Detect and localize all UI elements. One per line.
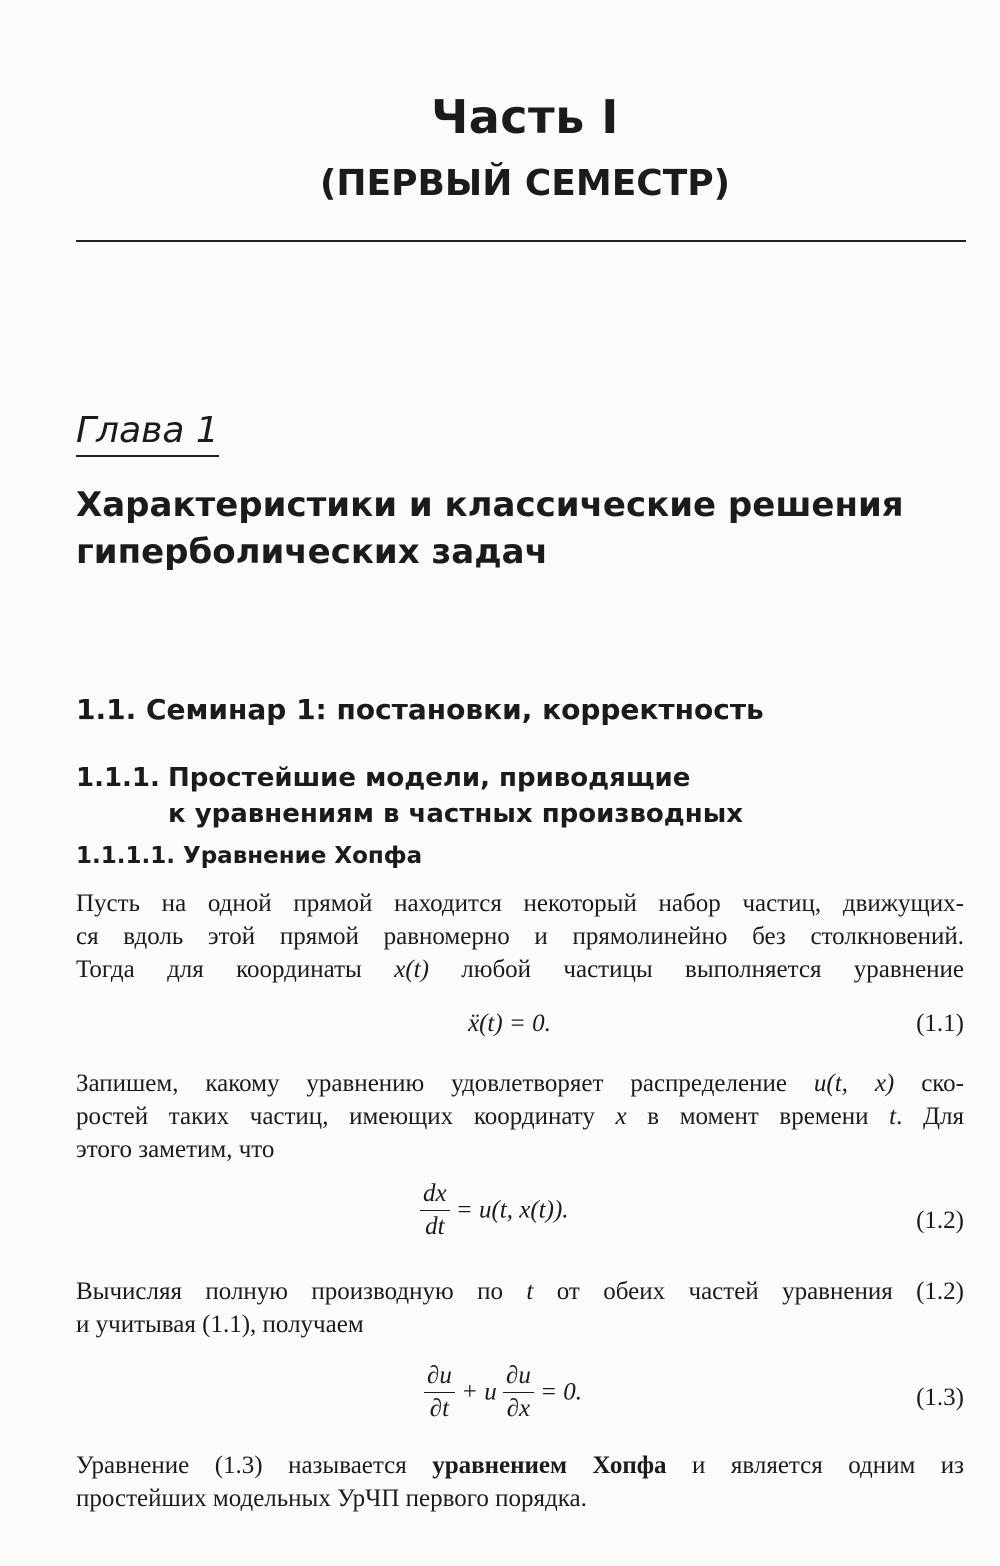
text: любой частицы выполняется уравнение <box>461 956 965 983</box>
subsection-title-line-1: Простейшие модели, приводящие <box>168 763 691 793</box>
text: в момент времени <box>647 1103 869 1130</box>
paragraph-3 <box>76 1275 964 1341</box>
equation-1-3 <box>76 1362 964 1442</box>
chapter-label: Глава 1 <box>76 410 219 457</box>
paragraph-4-line-2: простейших модельных УрЧП первого порядка. <box>76 1485 587 1512</box>
text: Запишем, какому уравнению удовлетворяет распределение <box>76 1070 787 1097</box>
equation-1-2-body <box>420 1180 569 1241</box>
subsection-heading <box>76 760 743 832</box>
fraction-du-dx <box>503 1362 534 1423</box>
equation-1-1-expr: ẍ(t) = 0. <box>468 1010 551 1037</box>
subsection-title-line-2: к уравнениям в частных производных <box>168 799 744 829</box>
text: Вычисляя полную производную по <box>76 1278 503 1305</box>
term-hopf-equation: уравнением Хопфа <box>432 1452 667 1479</box>
fraction-numerator: ∂u <box>503 1362 534 1393</box>
text: Тогда для координаты <box>76 956 362 983</box>
fraction-denominator: ∂t <box>429 1395 450 1422</box>
equation-1-1-number: (1.1) <box>916 1010 964 1037</box>
paragraph-4 <box>76 1449 964 1515</box>
equation-1-2 <box>76 1180 964 1260</box>
equation-plus-u: + u <box>461 1378 497 1406</box>
part-title: Часть I <box>431 90 619 144</box>
equation-1-1 <box>76 1010 964 1044</box>
paragraph-1-line-3 <box>76 953 964 986</box>
equation-1-1-body <box>468 1010 551 1038</box>
section-heading: 1.1. Семинар 1: постановки, корректность <box>76 693 764 726</box>
math-x: x <box>615 1103 627 1130</box>
subsubsection-heading: 1.1.1.1. Уравнение Хопфа <box>76 843 423 869</box>
part-subtitle: (ПЕРВЫЙ СЕМЕСТР) <box>319 163 731 204</box>
math-t: t <box>526 1278 534 1305</box>
paragraph-1-line-1: Пусть на одной прямой находится некоторый набор частиц, движущих- <box>76 890 964 917</box>
chapter-title <box>76 482 956 576</box>
fraction-du-dt <box>424 1362 455 1423</box>
subsection-number: 1.1.1. <box>76 763 160 793</box>
paragraph-1 <box>76 887 964 986</box>
math-u-t-x: u(t, x) <box>813 1070 895 1097</box>
text: от обеих частей уравнения (1.2) <box>556 1278 965 1305</box>
chapter-title-line-1: Характеристики и классические решения <box>76 485 904 525</box>
paragraph-2-line-2 <box>76 1100 964 1133</box>
fraction-numerator: ∂u <box>424 1362 455 1393</box>
text: ростей таких частиц, имеющих координату <box>76 1103 595 1130</box>
paragraph-2-line-1 <box>76 1067 964 1100</box>
text: ско- <box>921 1070 964 1097</box>
part-divider <box>76 240 966 242</box>
fraction-dx-dt <box>420 1180 450 1241</box>
paragraph-2 <box>76 1067 964 1166</box>
fraction-denominator: ∂x <box>506 1395 531 1422</box>
math-t: t <box>889 1103 897 1130</box>
equation-1-3-number: (1.3) <box>916 1384 964 1411</box>
math-x-of-t: x(t) <box>394 956 429 983</box>
chapter-title-line-2: гиперболических задач <box>76 532 548 572</box>
fraction-denominator: dt <box>425 1213 445 1240</box>
text: . Для <box>896 1103 965 1130</box>
equation-1-2-rest: = u(t, x(t)). <box>455 1196 569 1224</box>
paragraph-3-line-1 <box>76 1275 964 1308</box>
paragraph-4-line-1 <box>76 1449 964 1482</box>
equation-1-2-number: (1.2) <box>916 1207 964 1234</box>
paragraph-1-line-2: ся вдоль этой прямой равномерно и прямолинейно без столкновений. <box>76 923 964 950</box>
text: Уравнение (1.3) называется <box>76 1452 407 1479</box>
paragraph-2-line-3: этого заметим, что <box>76 1136 275 1163</box>
equation-1-3-rest: = 0. <box>540 1378 582 1406</box>
paragraph-3-line-2: и учитывая (1.1), получаем <box>76 1311 364 1338</box>
equation-1-3-body <box>424 1362 582 1423</box>
fraction-numerator: dx <box>420 1180 450 1211</box>
text: и является одним из <box>692 1452 965 1479</box>
